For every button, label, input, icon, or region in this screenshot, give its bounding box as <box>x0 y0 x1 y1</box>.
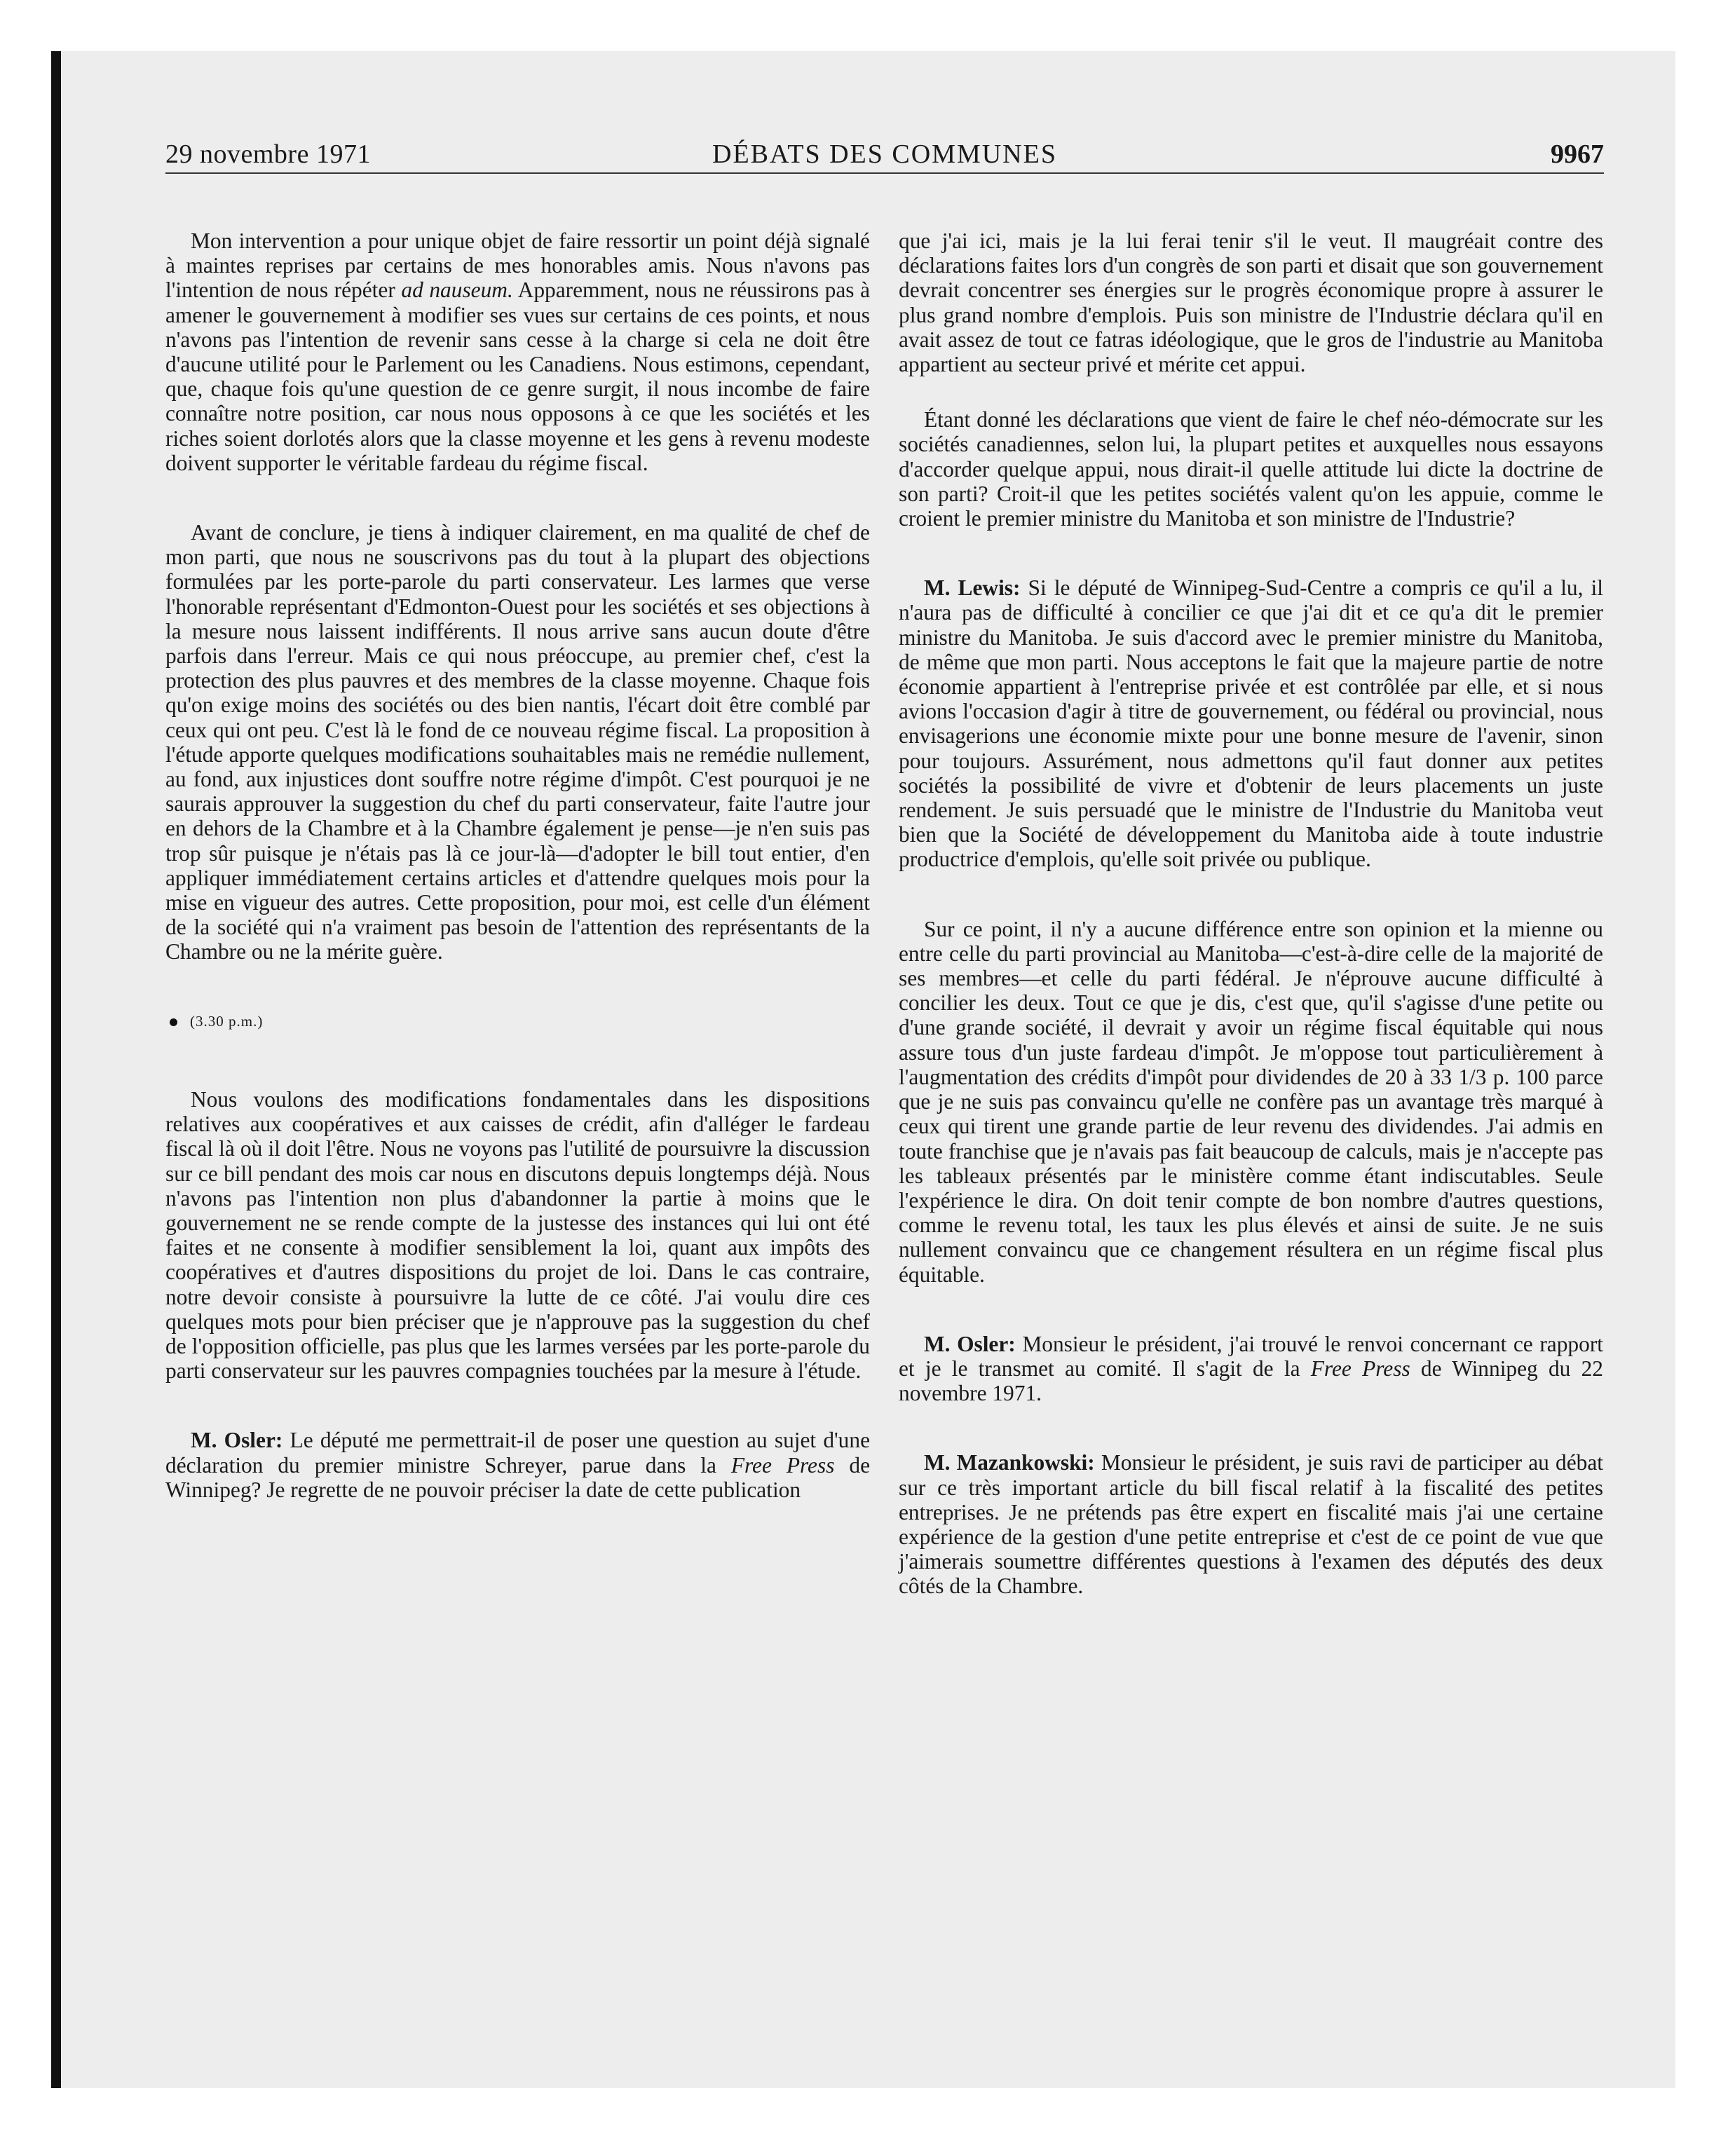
paragraph-text: de Winnipeg du 22 novembre 1971. <box>899 1356 1603 1406</box>
paragraph-text: Monsieur le président, j'ai trouvé le renvoi concernant ce rapport et je le transmet au comité. Il s'agit de la <box>899 1331 1603 1381</box>
paragraph: que j'ai ici, mais je la lui ferai tenir s'il le veut. Il maugréait contre des déclarations faites lors d'un congrès de son parti et disait que son gouvernement devrait concentrer ses énergies sur le progrès économique propre à assurer le plus grand nombre d'emplois. Puis son ministre de l'Industrie déclara qu'il en avait assez de tout ce fatras idéologique, que le gros de l'industrie au Manitoba appartient au secteur privé et mérite cet appui. <box>899 228 1603 377</box>
paragraph-text: Monsieur le président, je suis ravi de participer au débat sur ce très important article du bill fiscal relatif à la fiscalité des petites entreprises. Je ne prétends pas être expert en fiscalité mais j'ai une certaine expérience de la gestion d'une petite entreprise et c'est de ce point de vue que j'aimerais soumettre différentes questions à l'examen des députés des deux côtés de la Chambre. <box>899 1450 1603 1599</box>
right-column <box>899 228 1603 1599</box>
time-marker <box>165 1009 870 1034</box>
paragraph-text: Mon intervention a pour unique objet de faire ressortir un point déjà signalé à maintes reprises par certains de mes honorables amis. Nous n'avons pas l'intention de nous répéter <box>165 228 870 303</box>
header-title: DÉBATS DES COMMUNES <box>712 139 1057 169</box>
paragraph <box>165 228 870 475</box>
speaker-paragraph <box>899 1332 1603 1406</box>
paragraph: Étant donné les déclarations que vient de faire le chef néo-démocrate sur les sociétés canadiennes, selon lui, la plupart petites et auxquelles nous essayons d'accorder quelque appui, nous dirait-il quelle attitude lui dicte la doctrine de son parti? Croit-il que les petites sociétés valent qu'on les appuie, comme le croient le premier ministre du Manitoba et son ministre de l'Industrie? <box>899 407 1603 531</box>
time-marker-text: (3.30 p.m.) <box>190 1012 264 1030</box>
bullet-icon <box>170 1018 177 1026</box>
speaker-name: M. Osler: <box>191 1428 283 1453</box>
italic-phrase: Free Press <box>730 1452 835 1478</box>
speaker-name: M. Lewis: <box>924 575 1021 601</box>
page-number: 9967 <box>1551 139 1604 169</box>
speaker-paragraph <box>899 575 1603 871</box>
speaker-paragraph <box>899 1450 1603 1598</box>
paragraph-text: Si le député de Winnipeg-Sud-Centre a compris ce qu'il a lu, il n'aura pas de difficulté à concilier ce que j'ai dit et ce qu'a dit le premier ministre du Manitoba. Je suis d'accord avec le premier ministre du Manitoba, de même que mon parti. Nous acceptons le fait que la majeure partie de notre économie appartient à l'entreprise privée et est contrôlée par elle, et si nous avions l'occasion d'agir à titre de gouvernement, ou fédéral ou provincial, nous envisagerions une économie mixte pour une bonne mesure de l'avenir, sinon pour toujours. Assurément, nous admettons qu'il faut donner aux petites sociétés la possibilité de vivre et d'obtenir de leurs placements un juste rendement. Je suis persuadé que le ministre de l'Industrie du Manitoba veut bien que la Société de développement du Manitoba aide à toute industrie productrice d'emplois, qu'elle soit privée ou publique. <box>899 575 1603 872</box>
speaker-paragraph <box>165 1428 870 1502</box>
left-column <box>165 228 870 1502</box>
paragraph-text: Le député me permettrait-il de poser une question au sujet d'une déclaration du premier ministre Schreyer, parue dans la <box>165 1428 870 1478</box>
scan-edge <box>51 51 61 2088</box>
page-header <box>165 137 1604 174</box>
speaker-name: M. Mazankowski: <box>924 1450 1095 1475</box>
paragraph: Sur ce point, il n'y a aucune différence entre son opinion et la mienne ou entre celle du parti provincial au Manitoba—c'est-à-dire celle de la majorité de ses membres—et celle du parti fédéral. Je n'éprouve aucune difficulté à concilier les deux. Tout ce que je dis, c'est que, qu'il s'agisse d'une petite ou d'une grande société, il devrait y avoir un régime fiscal équitable qui nous assure tous d'un juste fardeau d'impôt. Je m'oppose tout particulièrement à l'augmentation des crédits d'impôt pour dividendes de 20 à 33 1/3 p. 100 parce que je ne suis pas convaincu qu'elle ne confère pas un avantage très marqué à ceux qui tirent une grande partie de leur revenu des dividendes. J'ai admis en toute franchise que je n'avais pas fait beaucoup de calculs, mais je n'accepte pas les tableaux présentés par le ministère comme étant indiscutables. Seule l'expérience le dira. On doit tenir compte de bon nombre d'autres questions, comme le revenu total, les taux les plus élevés et ainsi de suite. Je ne suis nullement convaincu que ce changement résultera en un régime fiscal plus équitable. <box>899 916 1603 1287</box>
italic-phrase: Free Press <box>1310 1356 1410 1381</box>
header-date: 29 novembre 1971 <box>165 139 371 169</box>
paragraph-text: Apparemment, nous ne réussirons pas à amener le gouvernement à modifier ses vues sur certains de ces points, et nous n'avons pas l'intention de revenir sans cesse à la charge si cela ne doit être d'aucune utilité pour le Parlement ou les Canadiens. Nous estimons, cependant, que, chaque fois qu'une question de ce genre surgit, il nous incombe de faire connaître notre position, car nous nous opposons à ce que les sociétés et les riches soient dorlotés alors que la classe moyenne et les gens à revenu modeste doivent supporter le véritable fardeau du régime fiscal. <box>165 278 871 475</box>
paragraph-text: de Winnipeg? Je regrette de ne pouvoir préciser la date de cette publication <box>165 1452 870 1502</box>
speaker-name: M. Osler: <box>924 1331 1016 1356</box>
paragraph: Avant de conclure, je tiens à indiquer clairement, en ma qualité de chef de mon parti, que nous ne souscrivons pas du tout à la plupart des objections formulées par les porte-parole du parti conservateur. Les larmes que verse l'honorable représentant d'Edmonton-Ouest pour les sociétés et ses objections à la mesure nous laissent indifférents. Il nous arrive sans aucun doute d'être parfois dans l'erreur. Mais ce qui nous préoccupe, au premier chef, c'est la protection des plus pauvres et des membres de la classe moyenne. Chaque fois qu'on exige moins des sociétés ou des bien nantis, l'écart doit être comblé par ceux qui ont peu. C'est là le fond de ce nouveau régime fiscal. La proposition à l'étude apporte quelques modifications souhaitables mais ne remédie nullement, au fond, aux injustices dont souffre notre régime d'impôt. C'est pourquoi je ne saurais approuver la suggestion du chef du parti conservateur, faite l'autre jour en dehors de la Chambre et à la Chambre également je pense—je n'en suis pas trop sûr puisque je n'étais pas là ce jour-là—d'adopter le bill tout entier, d'en appliquer immédiatement certains articles et d'attendre quelques mois pour la mise en vigueur des autres. Cette proposition, pour moi, est celle d'un élément de la société qui n'a vraiment pas besoin de l'attention des représentants de la Chambre ou ne la mérite guère. <box>165 520 870 964</box>
paragraph: Nous voulons des modifications fondamentales dans les dispositions relatives aux coopératives et aux caisses de crédit, afin d'alléger le fardeau fiscal là où il doit l'être. Nous ne voyons pas l'utilité de poursuivre la discussion sur ce bill pendant des mois car nous en discutons depuis longtemps déjà. Nous n'avons pas l'intention non plus d'abandonner la partie à moins que le gouvernement ne se rende compte de la justesse des instances qui lui ont été faites et ne consente à modifier sensiblement la loi, quant aux impôts des coopératives et d'autres dispositions du projet de loi. Dans le cas contraire, notre devoir consiste à poursuivre la lutte de ce côté. J'ai voulu dire ces quelques mots pour bien préciser que je n'approuve pas la suggestion du chef de l'opposition officielle, pas plus que les larmes versées par les porte-parole du parti conservateur sur les pauvres compagnies touchées par la mesure à l'étude. <box>165 1086 870 1384</box>
italic-phrase: ad nauseum. <box>401 278 513 303</box>
